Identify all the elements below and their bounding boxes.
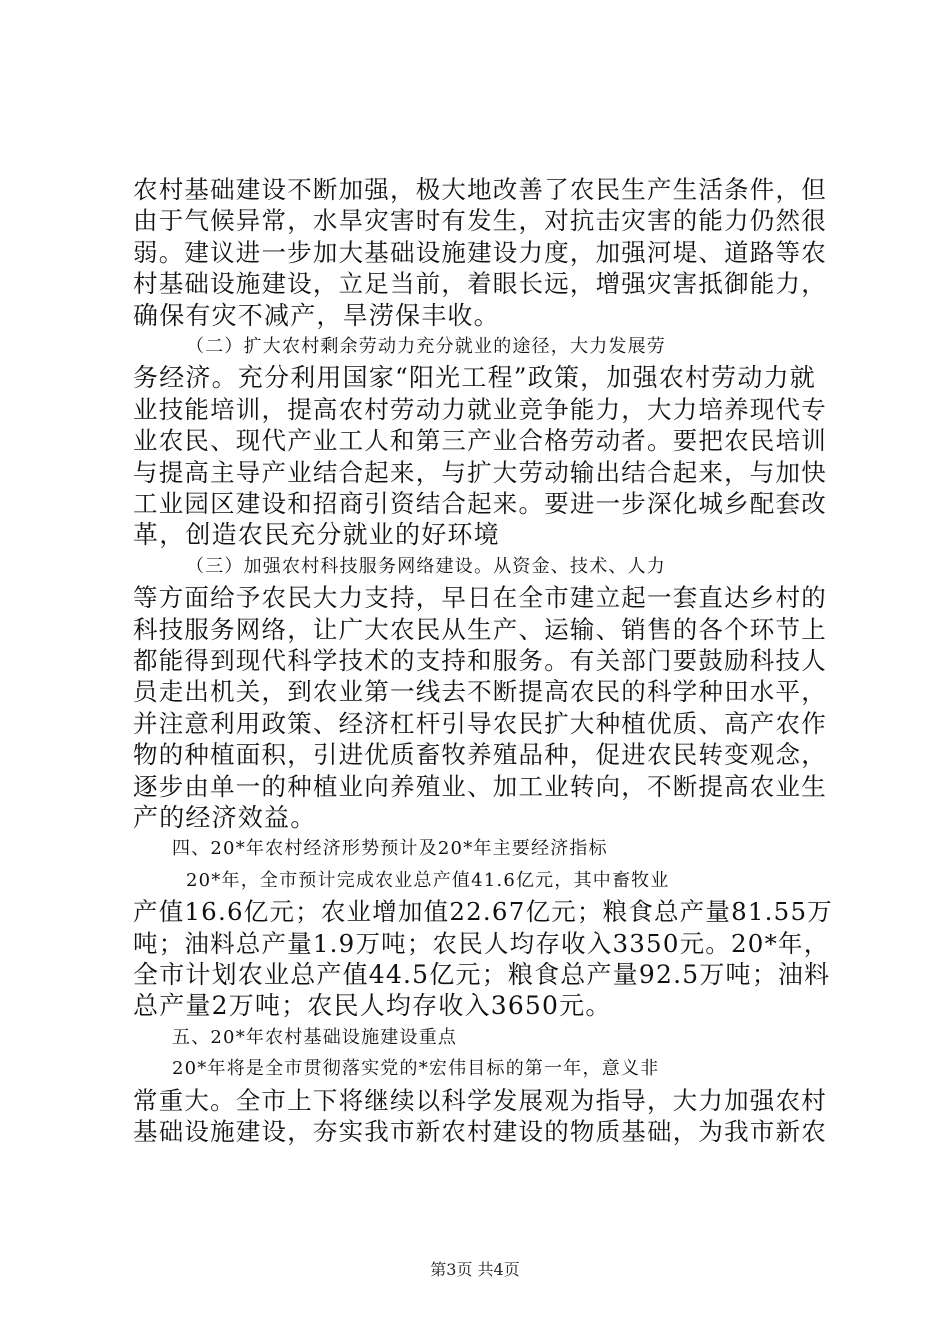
text-line: 全市计划农业总产值44.5亿元；粮食总产量92.5万吨；油料	[133, 960, 831, 989]
paragraph-heading: （三）加强农村科技服务网络建设。从资金、技术、人力	[186, 555, 666, 577]
text-line: 村基础设施建设，立足当前，着眼长远，增强灾害抵御能力，	[133, 269, 827, 299]
text-line: 业技能培训，提高农村劳动力就业竞争能力，大力培养现代专	[133, 394, 827, 424]
text-line: 业农民、现代产业工人和第三产业合格劳动者。要把农民培训	[133, 426, 827, 456]
text-line: 与提高主导产业结合起来，与扩大劳动输出结合起来，与加快	[133, 457, 827, 487]
text-line: 吨；油料总产量1.9万吨；农民人均存收入3350元。20*年，	[133, 928, 830, 958]
text-line: 弱。建议进一步加大基础设施建设力度，加强河堤、道路等农	[133, 237, 827, 267]
text-line: 务经济。充分利用国家“阳光工程”政策，加强农村劳动力就	[133, 363, 816, 393]
text-line: 农村基础建设不断加强，极大地改善了农民生产生活条件，但	[133, 175, 827, 204]
text-line: 工业园区建设和招商引资结合起来。要进一步深化城乡配套改	[133, 489, 827, 518]
paragraph-heading: （二）扩大农村剩余劳动力充分就业的途径，大力发展劳	[186, 336, 666, 357]
text-line: 产的经济效益。	[133, 803, 317, 832]
text-line: 等方面给予农民大力支持，早日在全市建立起一套直达乡村的	[133, 583, 827, 613]
text-line: 确保有灾不减产，旱涝保丰收。	[133, 300, 500, 330]
text-line: 员走出机关，到农业第一线去不断提高农民的科学种田水平，	[133, 677, 827, 707]
text-line: 产值16.6亿元；农业增加值22.67亿元；粮食总产量81.55万	[133, 897, 833, 927]
text-line: 科技服务网络，让广大农民从生产、运输、销售的各个环节上	[133, 614, 827, 644]
text-line: 物的种植面积，引进优质畜牧养殖品种，促进农民转变观念，	[133, 740, 827, 770]
text-line: 并注意利用政策、经济杠杆引导农民扩大种植优质、高产农作	[133, 708, 827, 738]
text-line: 基础设施建设，夯实我市新农村建设的物质基础，为我市新农	[133, 1117, 827, 1146]
text-line: 革，创造农民充分就业的好环境	[133, 520, 500, 550]
text-line: 总产量2万吨；农民人均存收入3650元。	[133, 991, 612, 1021]
page-footer: 第3页 共4页	[430, 1260, 520, 1279]
text-line: 逐步由单一的种植业向养殖业、加工业转向，不断提高农业生	[133, 771, 827, 801]
text-line: 20*年将是全市贯彻落实党的*宏伟目标的第一年，意义非	[172, 1058, 660, 1080]
section-heading: 五、20*年农村基础设施建设重点	[172, 1026, 458, 1048]
text-line: 20*年，全市预计完成农业总产值41.6亿元，其中畜牧业	[186, 869, 670, 891]
text-line: 常重大。全市上下将继续以科学发展观为指导，大力加强农村	[133, 1085, 827, 1115]
text-line: 都能得到现代科学技术的支持和服务。有关部门要鼓励科技人	[133, 646, 827, 675]
section-heading: 四、20*年农村经济形势预计及20*年主要经济指标	[172, 838, 608, 860]
text-line: 由于气候异常，水旱灾害时有发生，对抗击灾害的能力仍然很	[133, 206, 827, 236]
